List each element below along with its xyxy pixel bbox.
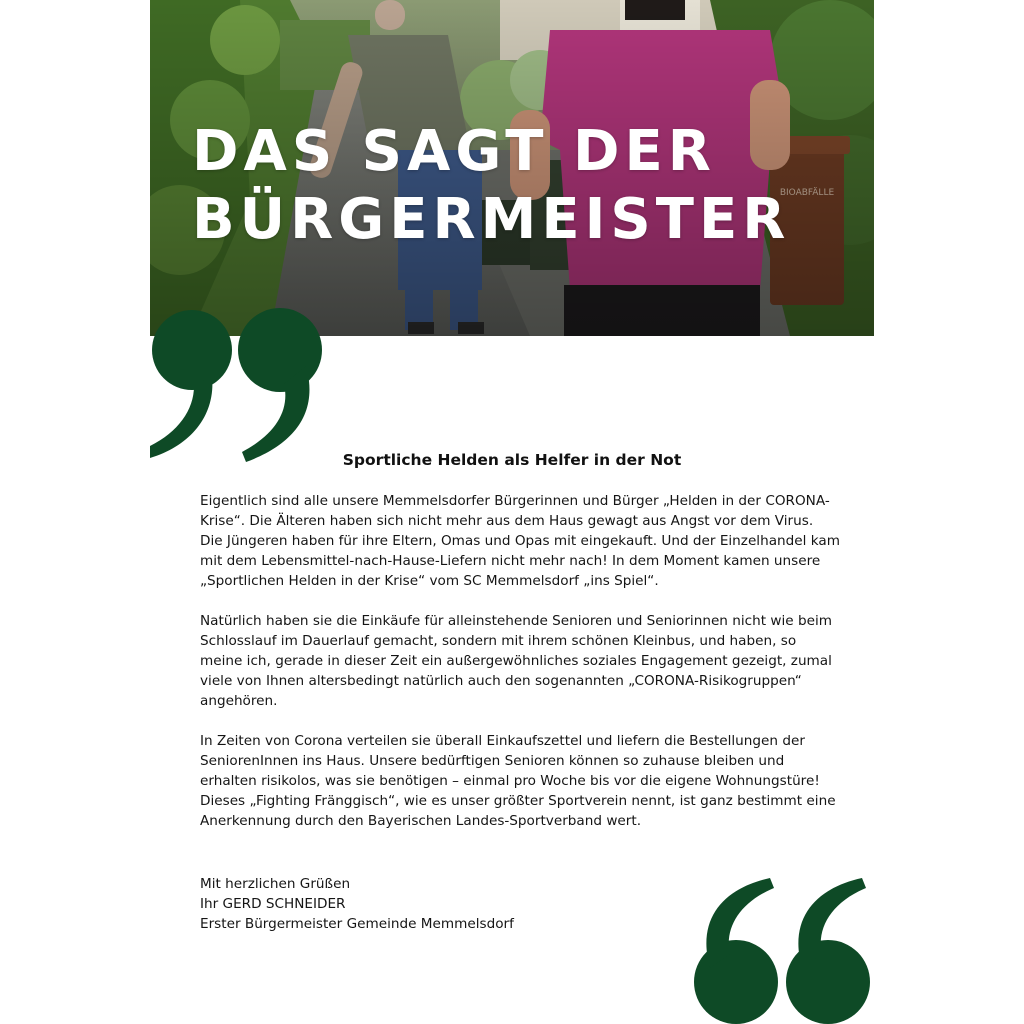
- signer-name: Ihr GERD SCHNEIDER: [200, 896, 346, 912]
- article-page: [150, 0, 874, 1024]
- page-title: [192, 118, 790, 254]
- article-heading: Sportliche Helden als Helfer in der Not: [342, 451, 682, 469]
- page-title-line-1: DAS SAGT DER: [192, 119, 716, 184]
- article-body: [200, 491, 840, 851]
- greeting: Mit herzlichen Grüßen: [200, 876, 351, 892]
- opening-double-quote-icon: [690, 878, 874, 1024]
- signer-role: Erster Bürgermeister Gemeinde Memmelsdorf: [200, 916, 514, 932]
- closing-double-quote-icon: [150, 306, 326, 462]
- page-title-line-2: BÜRGERMEISTER: [192, 187, 791, 252]
- paragraph-2: Natürlich haben sie die Einkäufe für alleinstehende Senioren und Seniorinnen nicht wie beim Schlosslauf im Dauerlauf gemacht, sondern mit ihrem schönen Kleinbus, und haben, so meine ich, gerade in dieser Zeit ein außergewöhnliches soziales Engagement gezeigt, zumal viele von Ihnen altersbedingt natürlich auch den sogenannten „CORONA-Risikogruppen“ angehören.: [200, 613, 832, 709]
- paragraph-3: In Zeiten von Corona verteilen sie überall Einkaufszettel und liefern die Bestellungen der SeniorenInnen ins Haus. Unsere bedürftigen Senioren können so zuhause bleiben und erhalten risikolos, was sie benötigen – einmal pro Woche bis vor die eigene Wohnungstüre! Dieses „Fighting Fränggisch“, wie es unser größter Sportverein nennt, ist ganz bestimmt eine Anerkennung durch den Bayerischen Landes-Sportverband wert.: [200, 733, 836, 829]
- signature-block: [200, 874, 680, 934]
- paragraph-1: Eigentlich sind alle unsere Memmelsdorfer Bürgerinnen und Bürger „Helden in der CORONA-Krise“. Die Älteren haben sich nicht mehr aus dem Haus gewagt aus Angst vor dem Virus. Die Jüngeren haben für ihre Eltern, Omas und Opas mit eingekauft. Und der Einzelhandel kam mit dem Lebensmittel-nach-Hause-Liefern nicht mehr nach! In dem Moment kamen unsere „Sportlichen Helden in der Krise“ vom SC Memmelsdorf „ins Spiel“.: [200, 493, 840, 589]
- hero-photo: [150, 0, 874, 336]
